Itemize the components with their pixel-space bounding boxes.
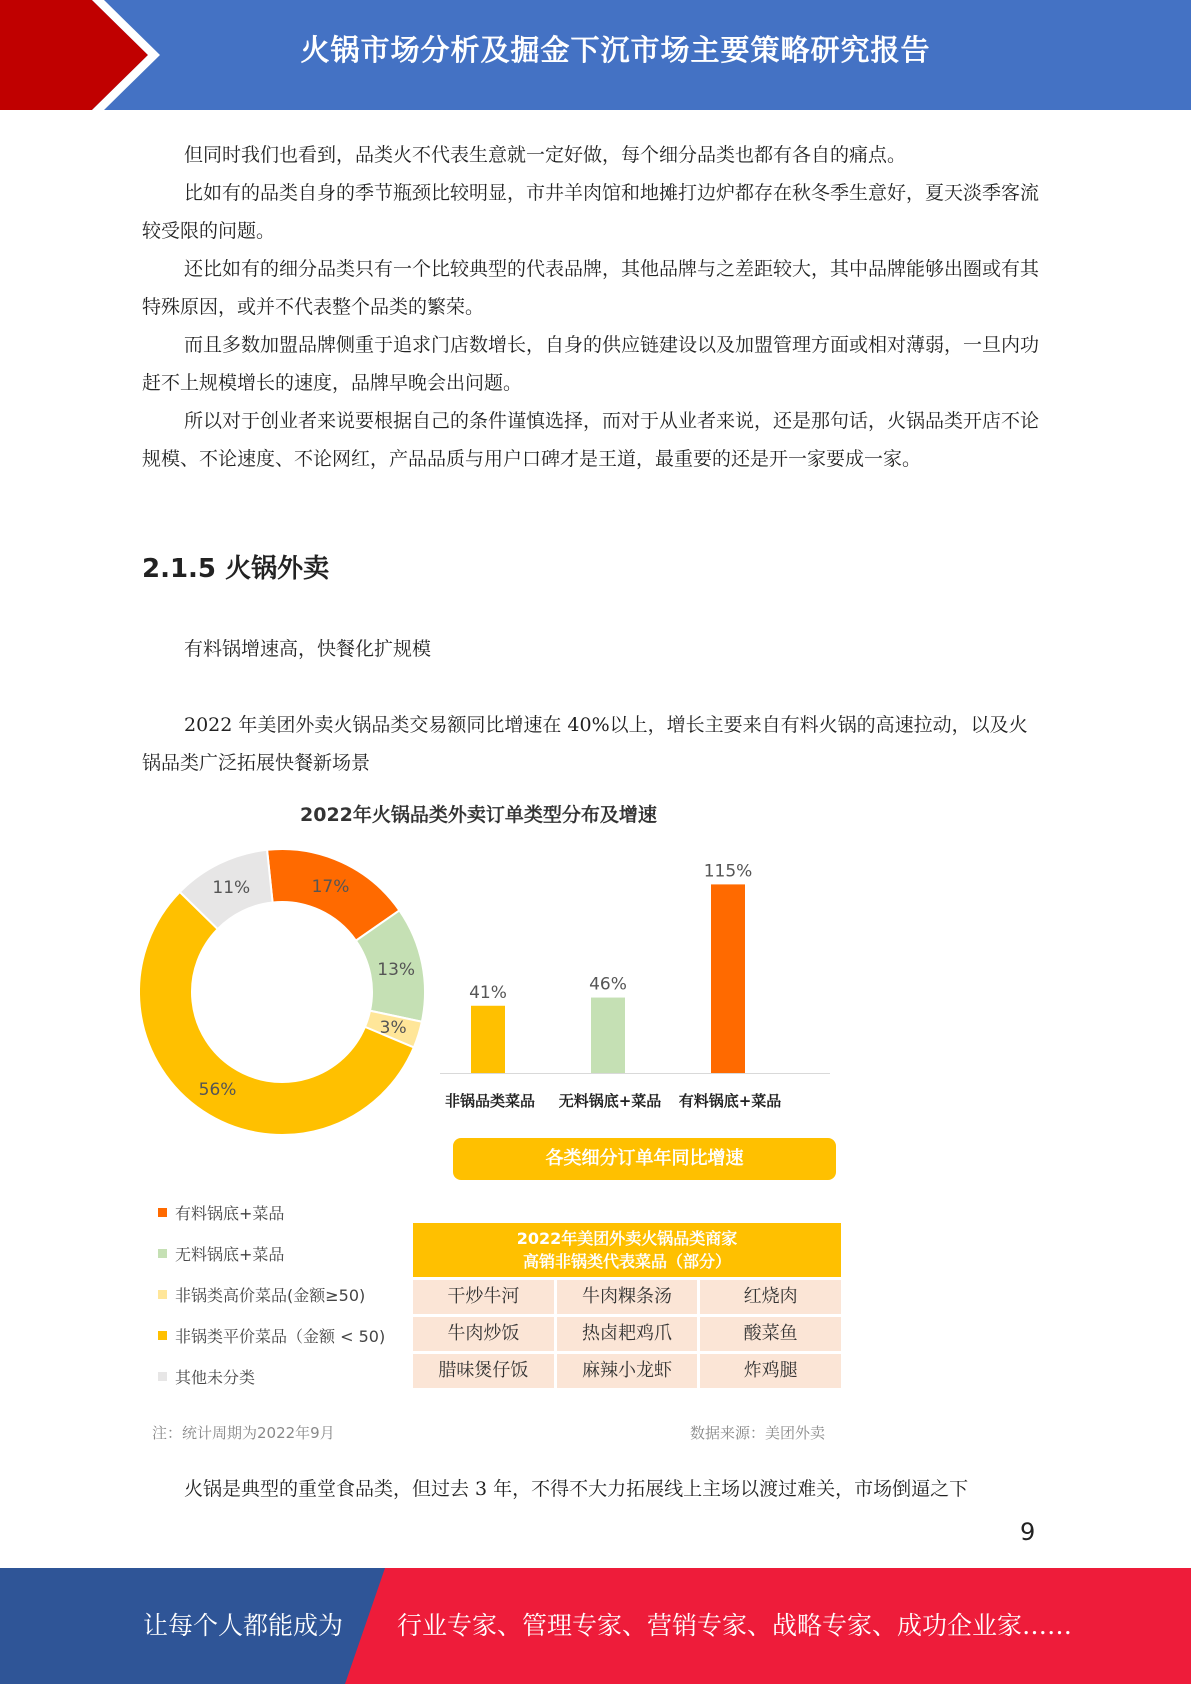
table-title-line-1: 2022年美团外卖火锅品类商家 bbox=[516, 1229, 738, 1248]
page-number: 9 bbox=[1020, 1518, 1036, 1546]
bar bbox=[471, 1006, 505, 1073]
bar-value-label: 41% bbox=[469, 982, 507, 1003]
bar-category-label: 非锅品类菜品 bbox=[444, 1092, 536, 1110]
legend-swatch bbox=[158, 1372, 167, 1381]
legend-swatch bbox=[158, 1208, 167, 1217]
dish-table bbox=[413, 1223, 841, 1388]
legend-swatch bbox=[158, 1249, 167, 1258]
legend-item bbox=[158, 1233, 385, 1274]
donut-chart bbox=[140, 845, 440, 1145]
table-title bbox=[413, 1223, 841, 1277]
legend-item bbox=[158, 1274, 385, 1315]
paragraph-3: 还比如有的细分品类只有一个比较典型的代表品牌，其他品牌与之差距较大，其中品牌能够出圈或有其特殊原因，或并不代表整个品类的繁荣。 bbox=[142, 258, 1040, 318]
table-cell: 牛肉炒饭 bbox=[413, 1317, 554, 1351]
donut-slice-label: 11% bbox=[212, 878, 251, 899]
legend-label: 有料锅底+菜品 bbox=[175, 1204, 285, 1223]
bar-category-label: 无料锅底+菜品 bbox=[558, 1092, 662, 1110]
legend-item bbox=[158, 1315, 385, 1356]
closing-paragraph: 火锅是典型的重堂食品类，但过去 3 年，不得不大力拓展线上主场以渡过难关，市场倒逼之下 bbox=[184, 1478, 969, 1500]
table-cell: 干炒牛河 bbox=[413, 1280, 554, 1314]
paragraph-5: 所以对于创业者来说要根据自己的条件谨慎选择，而对于从业者来说，还是那句话，火锅品类开店不论规模、不论速度、不论网红，产品品质与用户口碑才是王道，最重要的还是开一家要成一家。 bbox=[142, 410, 1040, 470]
table-cell: 麻辣小龙虾 bbox=[557, 1354, 698, 1388]
bar-chart bbox=[440, 845, 830, 1145]
intro-paragraph: 2022 年美团外卖火锅品类交易额同比增速在 40%以上，增长主要来自有料火锅的高速拉动，以及火锅品类广泛拓展快餐新场景 bbox=[142, 714, 1028, 774]
donut-slice-label: 56% bbox=[198, 1080, 237, 1101]
footer-slogan-right: 行业专家、管理专家、营销专家、战略专家、成功企业家…… bbox=[397, 1611, 1073, 1640]
table-cell: 牛肉粿条汤 bbox=[557, 1280, 698, 1314]
figure-source: 数据来源：美团外卖 bbox=[690, 1424, 826, 1442]
table-title-line-2: 高销非锅类代表菜品（部分） bbox=[522, 1252, 731, 1271]
figure bbox=[140, 790, 860, 1450]
header-title: 火锅市场分析及掘金下沉市场主要策略研究报告 bbox=[300, 33, 931, 67]
bar-value-label: 115% bbox=[703, 861, 753, 882]
legend-label: 无料锅底+菜品 bbox=[175, 1245, 285, 1264]
donut-slice-label: 17% bbox=[311, 877, 350, 898]
footer-slogan-left: 让每个人都能成为 bbox=[143, 1611, 344, 1640]
donut-slice-label: 13% bbox=[377, 959, 416, 980]
legend-label: 非锅类平价菜品（金额 < 50) bbox=[175, 1327, 386, 1346]
legend-item bbox=[158, 1356, 385, 1397]
legend-swatch bbox=[158, 1290, 167, 1299]
section-heading: 2.1.5 火锅外卖 bbox=[142, 554, 330, 584]
donut-slice-label: 3% bbox=[379, 1017, 407, 1038]
subheading: 有料锅增速高，快餐化扩规模 bbox=[184, 638, 432, 660]
bar-category-label: 有料锅底+菜品 bbox=[678, 1092, 782, 1110]
legend-label: 其他未分类 bbox=[175, 1368, 256, 1387]
paragraph-2: 比如有的品类自身的季节瓶颈比较明显，市井羊肉馆和地摊打边炉都存在秋冬季生意好，夏天淡季客流较受限的问题。 bbox=[142, 182, 1040, 242]
table-cell: 热卤耙鸡爪 bbox=[557, 1317, 698, 1351]
table-cell: 红烧肉 bbox=[700, 1280, 841, 1314]
bar bbox=[711, 884, 745, 1073]
table-cell: 腊味煲仔饭 bbox=[413, 1354, 554, 1388]
bar-chart-caption: 各类细分订单年同比增速 bbox=[453, 1138, 836, 1180]
legend-label: 非锅类高价菜品(金额≥50) bbox=[175, 1286, 366, 1305]
bar-value-label: 46% bbox=[589, 974, 627, 995]
legend-item bbox=[158, 1192, 385, 1233]
chart-title: 2022年火锅品类外卖订单类型分布及增速 bbox=[300, 804, 657, 826]
chart-legend bbox=[158, 1192, 385, 1397]
table-cell: 炸鸡腿 bbox=[700, 1354, 841, 1388]
page-header bbox=[0, 0, 1191, 110]
paragraph-4: 而且多数加盟品牌侧重于追求门店数增长，自身的供应链建设以及加盟管理方面或相对薄弱，一旦内功赶不上规模增长的速度，品牌早晚会出问题。 bbox=[142, 334, 1040, 394]
bar bbox=[591, 998, 625, 1073]
legend-swatch bbox=[158, 1331, 167, 1340]
figure-note: 注：统计周期为2022年9月 bbox=[152, 1424, 335, 1442]
table-cell: 酸菜鱼 bbox=[700, 1317, 841, 1351]
paragraph-1: 但同时我们也看到，品类火不代表生意就一定好做，每个细分品类也都有各自的痛点。 bbox=[184, 144, 907, 166]
table-grid bbox=[413, 1277, 841, 1388]
